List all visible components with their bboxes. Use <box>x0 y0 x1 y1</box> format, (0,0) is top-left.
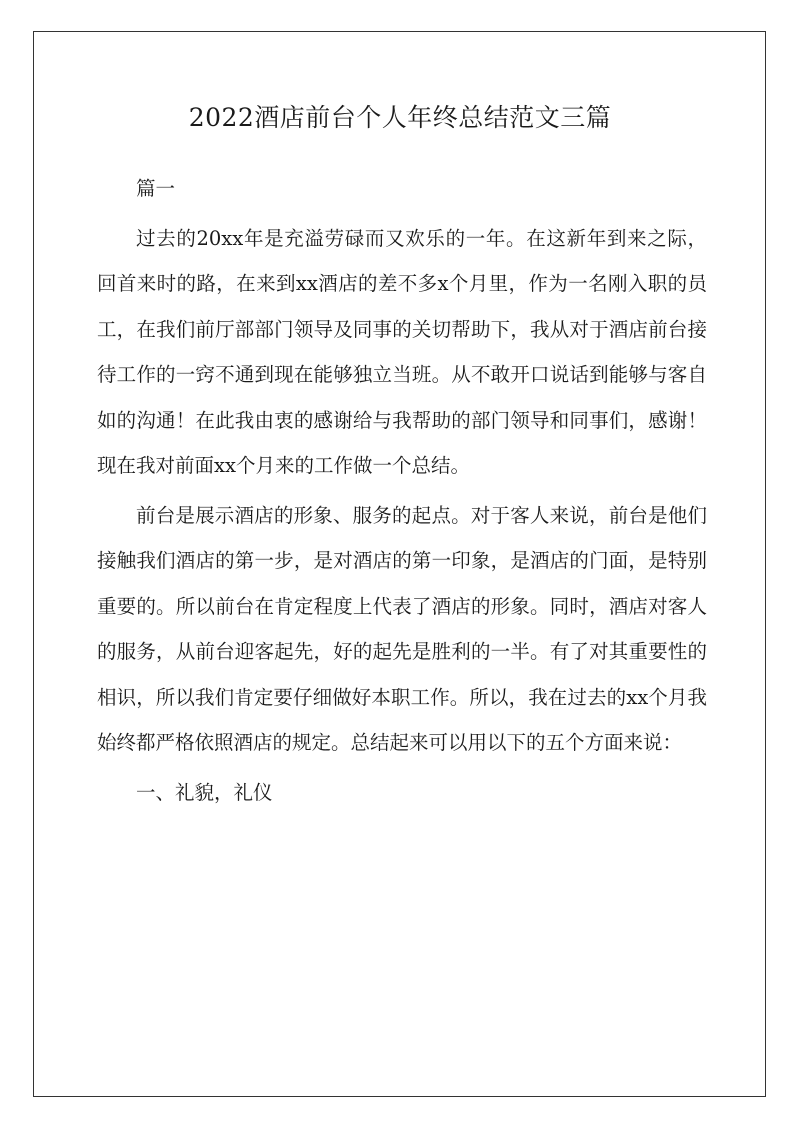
paragraph-intro: 过去的20xx年是充溢劳碌而又欢乐的一年。在这新年到来之际，回首来时的路，在来到xx酒店的差不多x个月里，作为一名刚入职的员工，在我们前厅部部门领导及同事的关切帮助下，我从对于酒店前台接待工作的一窍不通到现在能够独立当班。从不敢开口说话到能够与客自如的沟通！在此我由衷的感谢给与我帮助的部门领导和同事们，感谢！现在我对前面xx个月来的工作做一个总结。 <box>97 226 707 477</box>
document-title: 2022酒店前台个人年终总结范文三篇 <box>188 103 612 132</box>
paragraph-front-desk-role: 前台是展示酒店的形象、服务的起点。对于客人来说，前台是他们接触我们酒店的第一步，是对酒店的第一印象，是酒店的门面，是特别重要的。所以前台在肯定程度上代表了酒店的形象。同时，酒店对客人的服务，从前台迎客起先，好的起先是胜利的一半。有了对其重要性的相识，所以我们肯定要仔细做好本职工作。所以，我在过去的xx个月我始终都严格依照酒店的规定。总结起来可以用以下的五个方面来说： <box>97 503 707 754</box>
subheading-courtesy-etiquette: 一、礼貌，礼仪 <box>136 780 273 804</box>
section-heading-part-one: 篇一 <box>136 177 176 200</box>
document-body <box>97 166 707 819</box>
